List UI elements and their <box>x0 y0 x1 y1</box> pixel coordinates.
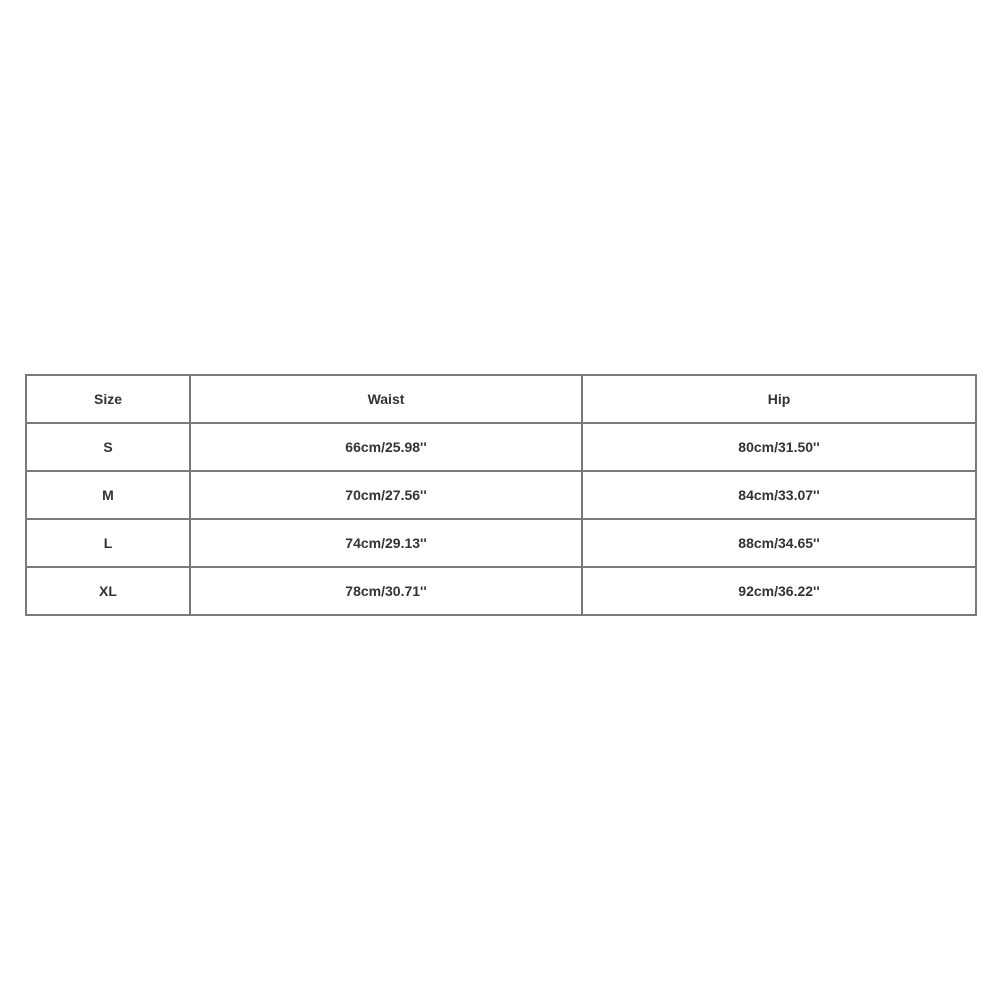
waist-cell: 74cm/29.13'' <box>190 519 582 567</box>
hip-cell: 80cm/31.50'' <box>582 423 976 471</box>
table-header-row <box>26 375 976 423</box>
size-cell: L <box>26 519 190 567</box>
waist-cell: 78cm/30.71'' <box>190 567 582 615</box>
hip-cell: 84cm/33.07'' <box>582 471 976 519</box>
size-chart-table <box>25 374 977 616</box>
header-waist: Waist <box>190 375 582 423</box>
table-row <box>26 567 976 615</box>
table-row <box>26 423 976 471</box>
waist-cell: 70cm/27.56'' <box>190 471 582 519</box>
table-row <box>26 471 976 519</box>
size-cell: M <box>26 471 190 519</box>
header-size: Size <box>26 375 190 423</box>
table-row <box>26 519 976 567</box>
waist-cell: 66cm/25.98'' <box>190 423 582 471</box>
size-cell: XL <box>26 567 190 615</box>
hip-cell: 92cm/36.22'' <box>582 567 976 615</box>
header-hip: Hip <box>582 375 976 423</box>
hip-cell: 88cm/34.65'' <box>582 519 976 567</box>
size-cell: S <box>26 423 190 471</box>
